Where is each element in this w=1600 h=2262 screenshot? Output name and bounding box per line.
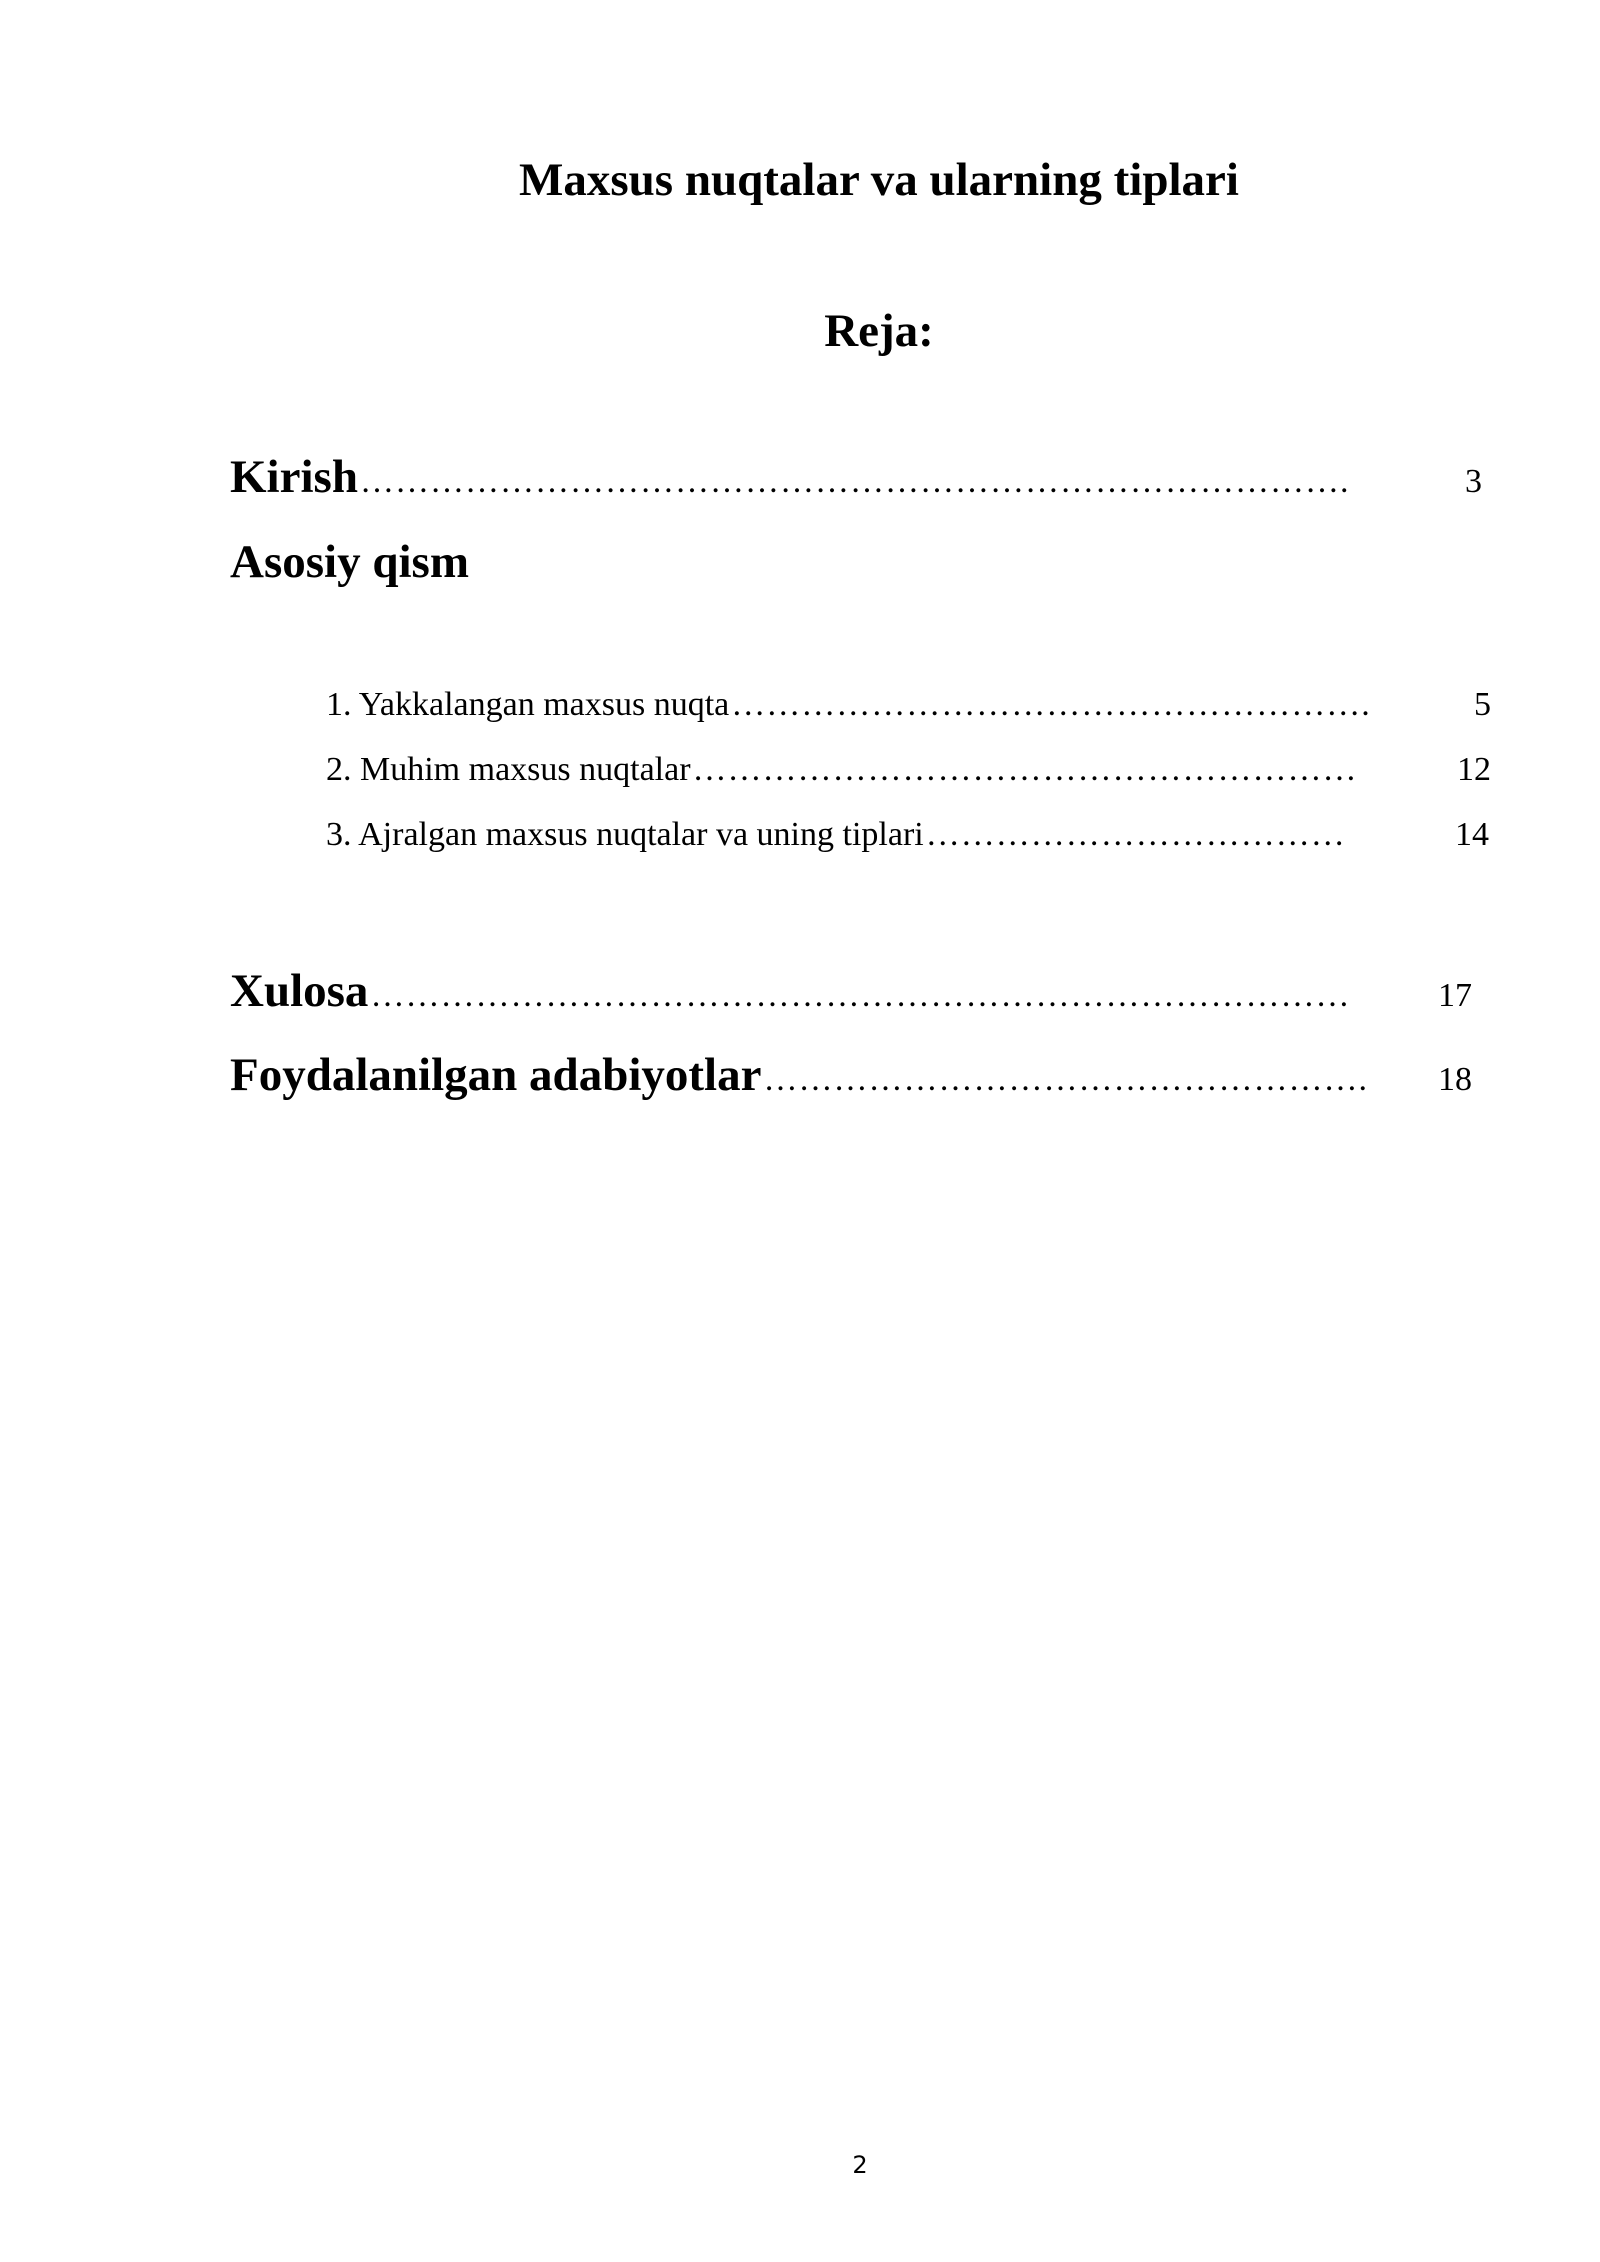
- toc-subentry-label: 3. Ajralgan maxsus nuqtalar va uning tiplari: [326, 816, 924, 853]
- toc-page-number: 12: [1457, 751, 1491, 788]
- toc-page-number: 14: [1455, 816, 1489, 853]
- toc-page-number: 5: [1474, 686, 1491, 723]
- toc-dot-leader: ……………………………………………….: [731, 686, 1371, 723]
- toc-entry-conclusion: [230, 964, 1472, 1018]
- toc-subentry-2: [326, 751, 1491, 789]
- toc-dot-leader: ………………………………: [925, 816, 1346, 853]
- toc-entry-label: Xulosa: [230, 965, 369, 1017]
- toc-dot-leader: …………………………………………………: [692, 751, 1358, 788]
- toc-page-number: 18: [1438, 1061, 1472, 1098]
- toc-subentry-1: [326, 686, 1491, 724]
- toc-subentry-3: [326, 816, 1489, 854]
- toc-section-heading: Asosiy qism: [230, 536, 469, 588]
- toc-dot-leader: …………………………………………………………………………: [370, 977, 1351, 1014]
- toc-entry-label: Foydalanilgan adabiyotlar: [230, 1049, 762, 1101]
- toc-page-number: 3: [1465, 463, 1482, 500]
- toc-entry-intro: [230, 450, 1482, 504]
- toc-dot-leader: ………………………………………………………………………….: [359, 463, 1350, 500]
- toc-page-number: 17: [1438, 977, 1472, 1014]
- toc-entry-references: [230, 1048, 1472, 1102]
- plan-heading: Reja:: [824, 305, 934, 357]
- page-number: 2: [852, 2151, 868, 2179]
- toc-subentry-label: 2. Muhim maxsus nuqtalar: [326, 751, 691, 788]
- toc-subentry-label: 1. Yakkalangan maxsus nuqta: [326, 686, 730, 723]
- toc-dot-leader: …………………………………………….: [763, 1061, 1368, 1098]
- document-title: Maxsus nuqtalar va ularning tiplari: [519, 154, 1239, 206]
- toc-entry-label: Kirish: [230, 451, 358, 503]
